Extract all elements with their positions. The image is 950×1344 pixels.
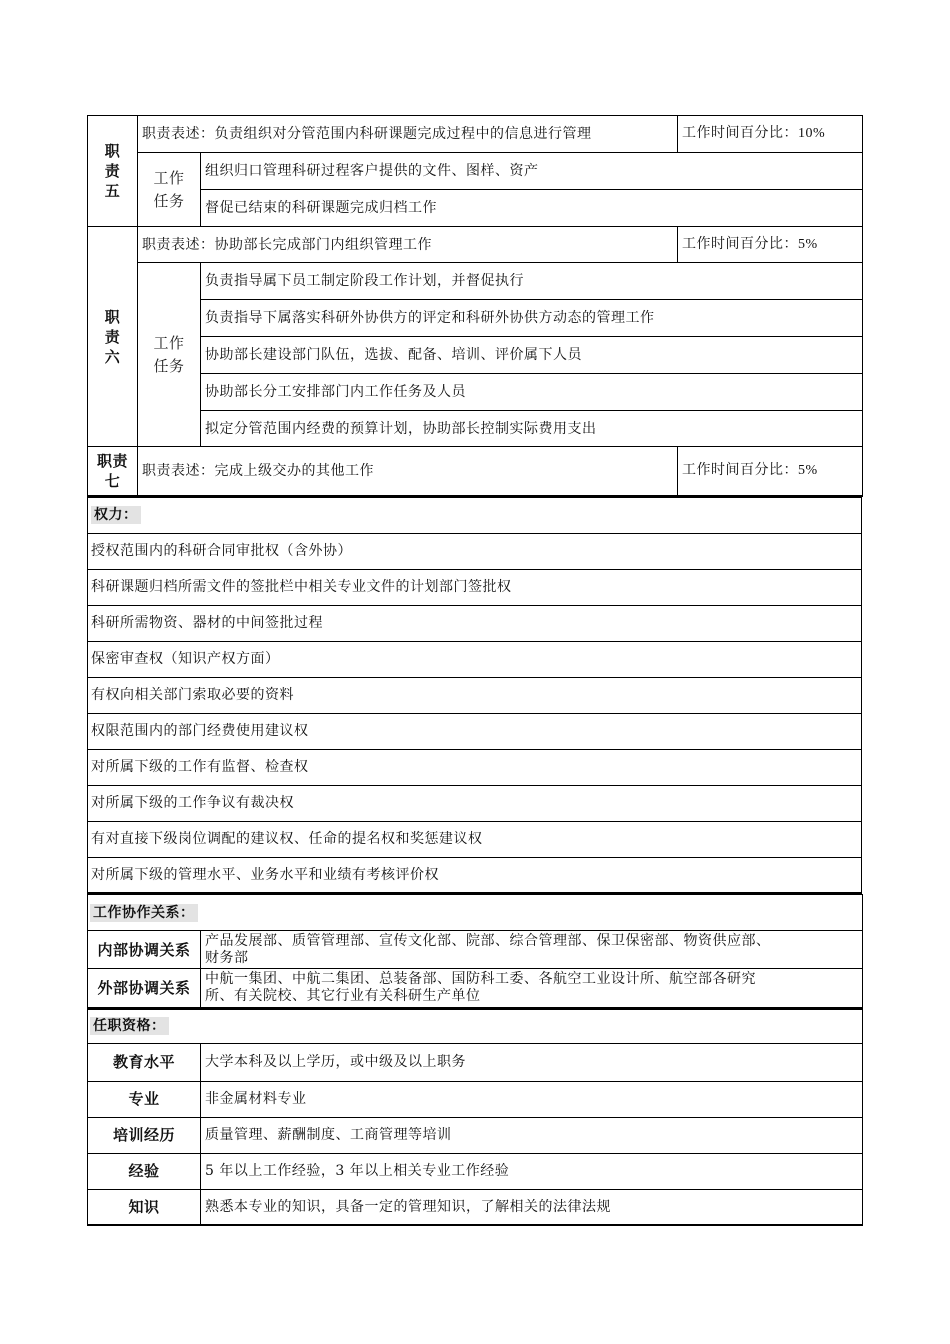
authority-row [88,749,862,785]
section-title: 工作协作关系： [90,904,198,922]
authority-item: 科研所需物资、器材的中间签批过程 [88,605,862,641]
task-row [88,263,863,300]
task-item: 负责指导下属落实科研外协供方的评定和科研外协供方动态的管理工作 [201,300,863,337]
qualification-value: 熟悉本专业的知识，具备一定的管理知识，了解相关的法律法规 [201,1189,863,1225]
time-value: 5% [798,462,818,478]
duties-table [87,115,863,497]
external-relations-row [88,969,863,1008]
duty-five-time [678,116,863,153]
qualification-value: 非金属材料专业 [201,1081,863,1117]
duty-label-char: 五 [104,182,121,200]
authority-row [88,641,862,677]
qualifications-header-row [88,1009,863,1043]
authority-item: 对所属下级的管理水平、业务水平和业绩有考核评价权 [88,857,862,893]
time-label: 工作时间百分比： [682,236,798,252]
authority-row [88,785,862,821]
authority-row [88,533,862,569]
qualification-value: 质量管理、薪酬制度、工商管理等培训 [201,1117,863,1153]
duty-five-task-label [138,153,201,227]
task-label-line: 任务 [153,356,185,375]
authority-item: 有权向相关部门索取必要的资料 [88,677,862,713]
section-title: 任职资格： [90,1017,169,1035]
time-value: 5% [798,236,818,252]
task-item: 组织归口管理科研过程客户提供的文件、图样、资产 [201,153,863,190]
job-description-document [87,115,862,1226]
duty-seven-label [88,447,138,496]
text-line: 财务部 [205,949,249,966]
authority-item: 对所属下级的工作争议有裁决权 [88,785,862,821]
duty-label-char: 职责 [96,451,128,470]
duty-label-char: 七 [104,471,121,490]
authority-title [88,497,862,533]
duty-seven-statement: 职责表述：完成上级交办的其他工作 [138,447,678,496]
duty-five-statement: 职责表述：负责组织对分管范围内科研课题完成过程中的信息进行管理 [138,116,678,153]
duty-seven-row [88,447,863,496]
task-item: 督促已结束的科研课题完成归档工作 [201,190,863,227]
duty-label-char: 职 [104,307,121,326]
duty-six-label [88,227,138,447]
task-row [88,153,863,190]
duty-label-char: 责 [104,162,121,180]
qualification-label: 培训经历 [88,1117,201,1153]
task-item: 协助部长建设部门队伍，选拔、配备、培训、评价属下人员 [201,337,863,374]
internal-relations-value [201,931,863,969]
task-item: 拟定分管范围内经费的预算计划，协助部长控制实际费用支出 [201,411,863,447]
time-label: 工作时间百分比： [682,462,798,478]
external-relations-label: 外部协调关系 [88,969,201,1008]
task-row [88,374,863,411]
qualification-value: 大学本科及以上学历，或中级及以上职务 [201,1043,863,1081]
duty-five-statement-row [88,116,863,153]
relations-header-row [88,895,863,931]
authority-row [88,569,862,605]
text-line: 中航一集团、中航二集团、总装备部、国防科工委、各航空工业设计所、航空部各研究 [205,970,756,987]
qualification-label: 专业 [88,1081,201,1117]
qualifications-table [87,1009,863,1227]
duty-five-label [88,116,138,227]
authority-row [88,713,862,749]
qualifications-title [88,1009,863,1043]
authority-row [88,677,862,713]
authority-row [88,821,862,857]
text-line: 所、有关院校、其它行业有关科研生产单位 [205,987,481,1004]
qualification-value: 5 年以上工作经验，3 年以上相关专业工作经验 [201,1153,863,1189]
authority-item: 权限范围内的部门经费使用建议权 [88,713,862,749]
duty-seven-time [678,447,863,496]
external-relations-value [201,969,863,1008]
qualification-label: 教育水平 [88,1043,201,1081]
duty-label-char: 职 [104,142,121,160]
text-line: 产品发展部、质管管理部、宣传文化部、院部、综合管理部、保卫保密部、物资供应部、 [205,932,771,949]
qualification-label: 经验 [88,1153,201,1189]
relations-title [88,895,863,931]
task-row [88,300,863,337]
authority-item: 保密审查权（知识产权方面） [88,641,862,677]
duty-six-time [678,227,863,263]
internal-relations-row [88,931,863,969]
duty-label-char: 六 [104,347,121,366]
task-row [88,337,863,374]
qualification-row [88,1081,863,1117]
task-item: 负责指导属下员工制定阶段工作计划，并督促执行 [201,263,863,300]
time-label: 工作时间百分比： [682,126,798,141]
authority-row [88,857,862,893]
section-title: 权力： [91,506,141,524]
task-label-line: 工作 [153,168,185,187]
time-value: 10% [798,126,826,141]
relations-table [87,894,863,1009]
task-label-line: 工作 [153,333,185,352]
internal-relations-label: 内部协调关系 [88,931,201,969]
qualification-row [88,1153,863,1189]
authority-table [87,497,862,895]
authority-row [88,605,862,641]
authority-header-row [88,497,862,533]
authority-item: 科研课题归档所需文件的签批栏中相关专业文件的计划部门签批权 [88,569,862,605]
qualification-label: 知识 [88,1189,201,1225]
task-row [88,190,863,227]
qualification-row [88,1043,863,1081]
task-row [88,411,863,447]
task-item: 协助部长分工安排部门内工作任务及人员 [201,374,863,411]
authority-item: 有对直接下级岗位调配的建议权、任命的提名权和奖惩建议权 [88,821,862,857]
qualification-row [88,1117,863,1153]
duty-six-statement: 职责表述：协助部长完成部门内组织管理工作 [138,227,678,263]
authority-item: 授权范围内的科研合同审批权（含外协） [88,533,862,569]
duty-label-char: 责 [104,327,121,346]
duty-six-statement-row [88,227,863,263]
qualification-row [88,1189,863,1225]
duty-six-task-label [138,263,201,447]
authority-item: 对所属下级的工作有监督、检查权 [88,749,862,785]
task-label-line: 任务 [153,191,185,210]
